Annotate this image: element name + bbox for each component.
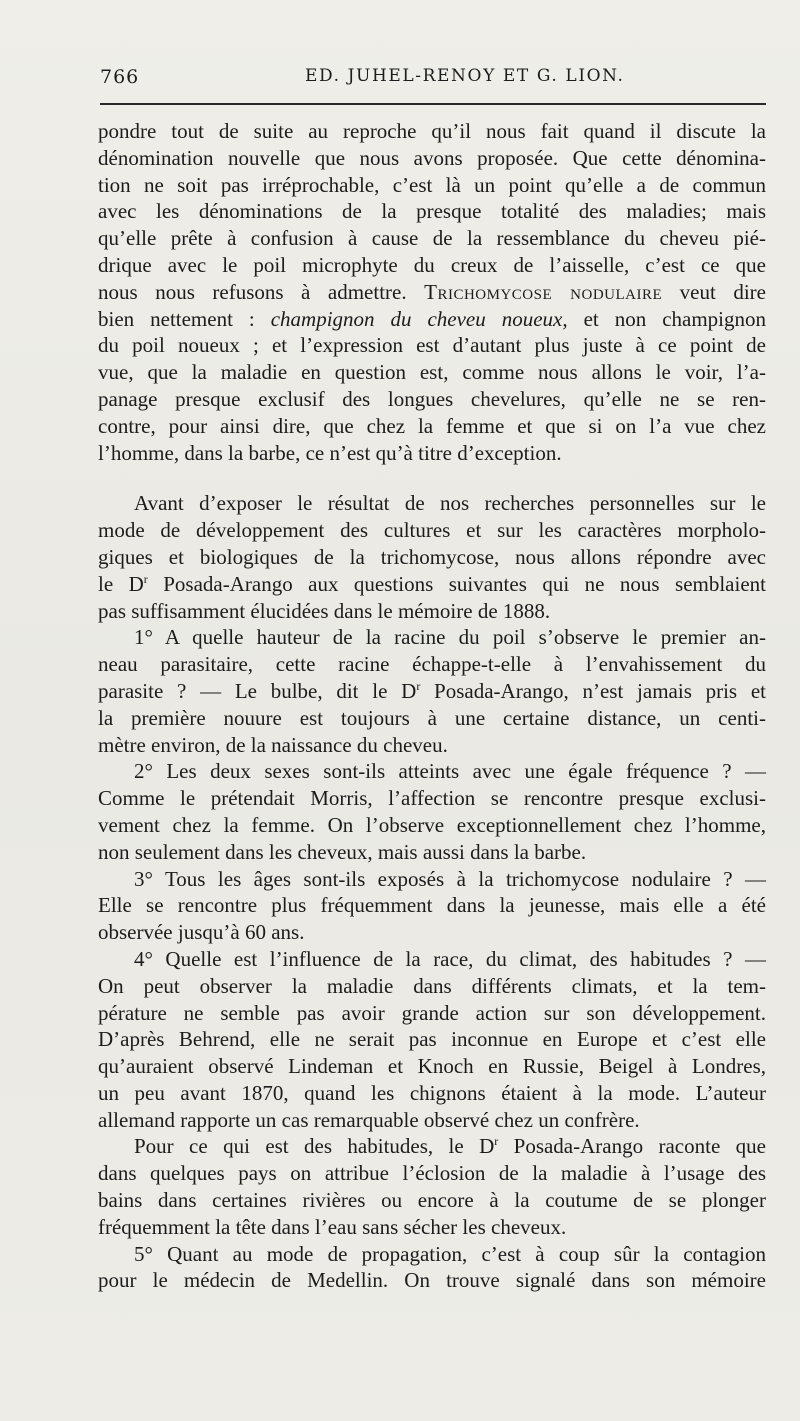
text-run: et non champignon (567, 306, 767, 331)
running-head: ED. JUHEL-RENOY ET G. LION. (305, 66, 625, 86)
text-line: D’après Behrend, elle ne serait pas inconnue en Europe et c’est elle (98, 1027, 766, 1052)
text-run: le D (98, 571, 144, 596)
text-line: pour le médecin de Medellin. On trouve signalé dans son mémoire (98, 1268, 766, 1293)
text-run: 1° A quelle hauteur de la racine du poil s’observe le premier an- (134, 625, 766, 650)
small-caps-term: Trichomycose nodulaire (424, 279, 663, 304)
text-line: mode de développement des cultures et sur les caractères morpholo- (98, 518, 766, 543)
text-line: avec les dénominations de la presque totalité des maladies; mais (98, 199, 766, 224)
text-line: qu’elle prête à confusion à cause de la ressemblance du cheveu pié- (98, 226, 766, 251)
text-line (98, 758, 766, 785)
paragraph (98, 1241, 766, 1295)
superscript: r (143, 571, 148, 586)
text-run: Pour ce qui est des habitudes, le D (134, 1134, 495, 1159)
text-line (98, 306, 766, 333)
text-line: bains dans certaines rivières ou encore à la coutume de se plonger (98, 1188, 766, 1213)
text-line (98, 1133, 766, 1160)
text-run: 5° Quant au mode de propagation, c’est à coup sûr la contagion (134, 1241, 766, 1266)
text-line: neau parasitaire, cette racine échappe-t-elle à l’envahissement du (98, 652, 766, 677)
text-run: bien nettement : (98, 306, 271, 331)
text-line: fréquemment la tête dans l’eau sans sécher les cheveux. (98, 1214, 567, 1239)
text-line: On peut observer la maladie dans différents climats, et la tem- (98, 973, 766, 998)
text-line: panage presque exclusif des longues chevelures, qu’elle ne se ren- (98, 386, 766, 411)
paragraph (98, 866, 766, 946)
text-line: drique avec le poil microphyte du creux de l’aisselle, c’est ce que (98, 252, 766, 277)
text-run: 3° Tous les âges sont-ils exposés à la trichomycose nodulaire ? — (134, 866, 766, 891)
text-line: dénomination nouvelle que nous avons proposée. Que cette dénomina- (98, 145, 766, 170)
text-line: Comme le prétendait Morris, l’affection se rencontre presque exclusi- (98, 786, 766, 811)
text-line: pérature ne semble pas avoir grande action sur son développement. (98, 1000, 766, 1025)
text-line: giques et biologiques de la trichomycose, nous allons répondre avec (98, 544, 766, 569)
paragraph-gap (98, 466, 766, 490)
text-run: nous nous refusons à admettre. (98, 279, 425, 304)
text-run: Posada-Arango, n’est jamais pris et (420, 678, 766, 703)
text-line: allemand rapporte un cas remarquable observé chez un confrère. (98, 1107, 640, 1132)
text-line: vement chez la femme. On l’observe exceptionnellement chez l’homme, (98, 812, 766, 837)
text-line (98, 678, 766, 705)
text-run: veut dire (662, 279, 766, 304)
page-number: 766 (100, 66, 140, 88)
text-line: dans quelques pays on attribue l’éclosion de la maladie à l’usage des (98, 1161, 766, 1186)
text-line (98, 624, 766, 651)
paragraph (98, 1133, 766, 1240)
text-line: tion ne soit pas irréprochable, c’est là un point qu’elle a de commun (98, 172, 766, 197)
text-run: Posada-Arango aux questions suivantes qui ne nous semblaient (147, 571, 766, 596)
text-line (98, 279, 766, 306)
text-line: non seulement dans les cheveux, mais aussi dans la barbe. (98, 839, 587, 864)
superscript: r (416, 678, 421, 693)
text-line: mètre environ, de la naissance du cheveu. (98, 732, 448, 757)
text-line: qu’auraient observé Lindeman et Knoch en Russie, Beigel à Londres, (98, 1054, 766, 1079)
text-line: observée jusqu’à 60 ans. (98, 920, 305, 945)
body-text (98, 118, 766, 1294)
text-line (98, 866, 766, 893)
text-line (98, 571, 766, 598)
text-line: vue, que la maladie en question est, comme nous allons le voir, l’a- (98, 360, 766, 385)
text-line: pas suffisamment élucidées dans le mémoire de 1888. (98, 598, 551, 623)
text-line: un peu avant 1870, quand les chignons étaient à la mode. L’auteur (98, 1080, 766, 1105)
paragraph (98, 490, 766, 624)
text-line: contre, pour ainsi dire, que chez la femme et que si on l’a vue chez (98, 413, 766, 438)
text-line: pondre tout de suite au reproche qu’il nous fait quand il discute la (98, 119, 766, 143)
paragraph (98, 758, 766, 865)
text-line: du poil noueux ; et l’expression est d’autant plus juste à ce point de (98, 333, 766, 358)
superscript: r (494, 1134, 499, 1149)
text-line: l’homme, dans la barbe, ce n’est qu’à titre d’exception. (98, 440, 562, 465)
text-run: 2° Les deux sexes sont-ils atteints avec une égale fréquence ? — (134, 759, 766, 784)
text-run: Avant d’exposer le résultat de nos recherches personnelles sur le (134, 491, 766, 516)
text-run: Posada-Arango raconte que (498, 1134, 766, 1159)
italic-term: champignon du cheveu noueux, (270, 306, 568, 331)
text-run: 4° Quelle est l’influence de la race, du climat, des habitudes ? — (134, 946, 766, 971)
paragraph (98, 624, 766, 758)
text-run: parasite ? — Le bulbe, dit le D (98, 678, 417, 703)
page-header (100, 66, 765, 96)
paragraph (98, 118, 766, 466)
text-line (98, 946, 766, 973)
text-line (98, 1241, 766, 1268)
text-line (98, 490, 766, 517)
paragraph (98, 946, 766, 1134)
text-line: la première nouure est toujours à une certaine distance, un centi- (98, 705, 766, 730)
text-line: Elle se rencontre plus fréquemment dans la jeunesse, mais elle a été (98, 893, 766, 918)
header-rule (100, 103, 766, 105)
